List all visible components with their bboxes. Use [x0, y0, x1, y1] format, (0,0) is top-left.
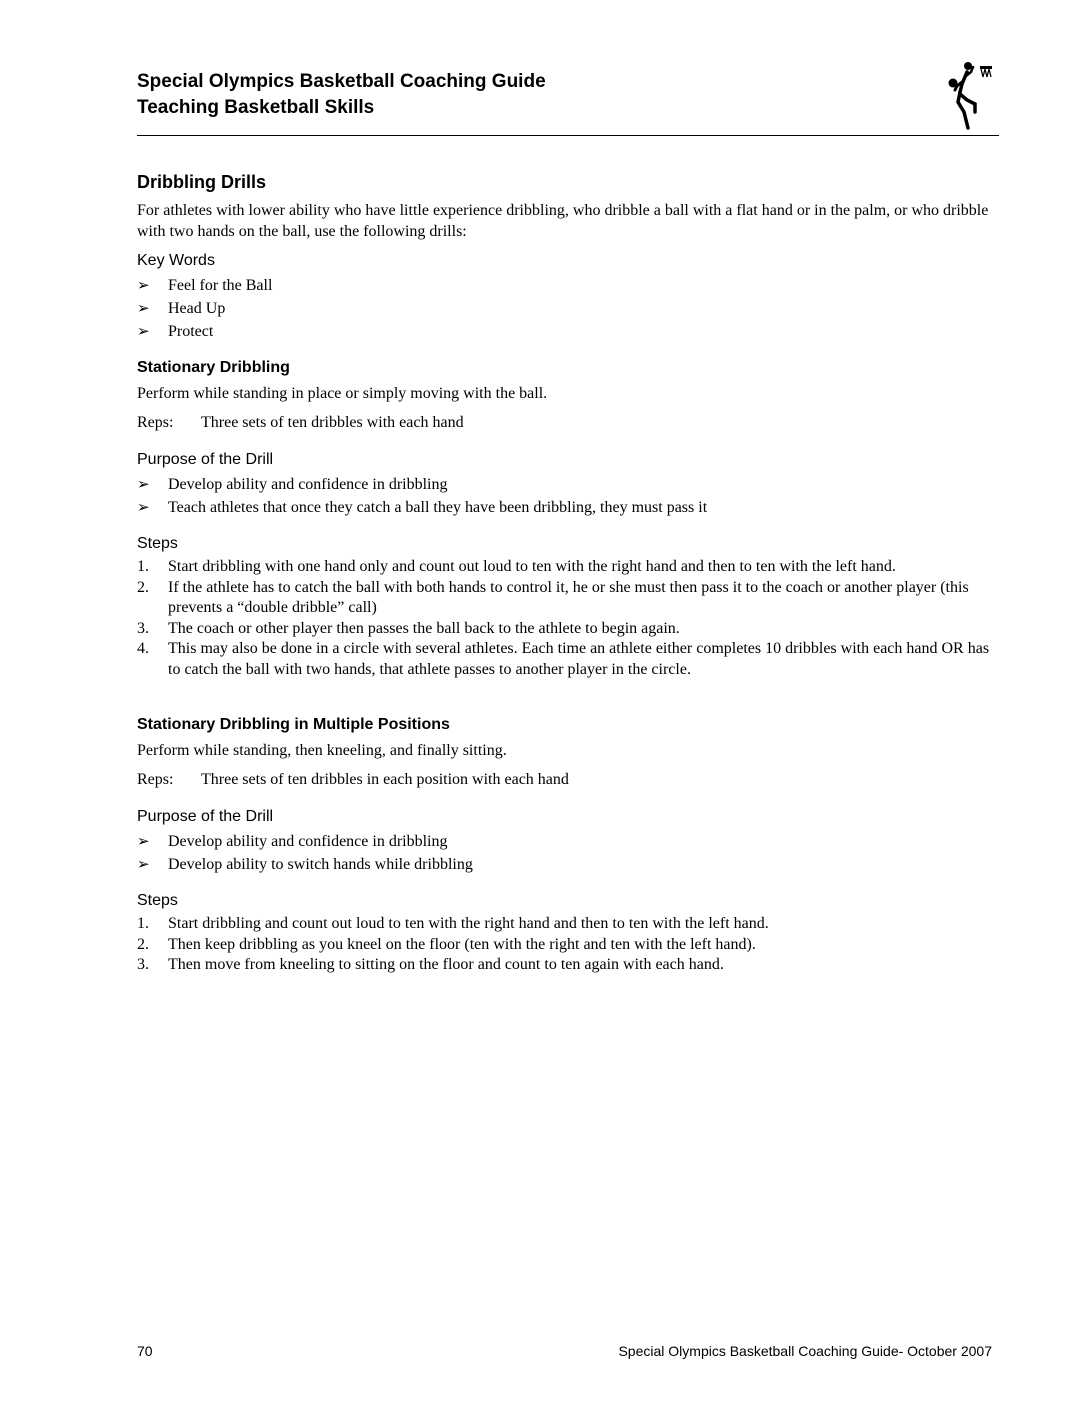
- purpose-label: Purpose of the Drill: [137, 451, 274, 468]
- arrow-bullet-icon: ➢: [137, 498, 150, 516]
- list-item: ➢ Develop ability and confidence in dribbling: [137, 830, 999, 853]
- chapter-title: Teaching Basketball Skills: [137, 97, 375, 118]
- list-item: 1. Start dribbling and count out loud to ten with the right hand and then to ten with the left hand.: [137, 915, 769, 932]
- arrow-bullet-icon: ➢: [137, 855, 150, 873]
- list-item: ➢ Head Up: [137, 297, 999, 320]
- key-words-list: [137, 274, 999, 343]
- list-item: ➢ Feel for the Ball: [137, 274, 999, 297]
- arrow-bullet-icon: ➢: [137, 322, 150, 340]
- list-item: ➢ Protect: [137, 320, 999, 343]
- list-item: 2. Then keep dribbling as you kneel on the floor (ten with the right and ten with the left hand).: [137, 935, 756, 953]
- footer-text: Special Olympics Basketball Coaching Guide- October 2007: [618, 1343, 992, 1359]
- list-item: ➢ Develop ability and confidence in dribbling: [137, 473, 999, 496]
- arrow-bullet-icon: ➢: [137, 475, 150, 493]
- section-intro: For athletes with lower ability who have little experience dribbling, who dribble a ball with a flat hand or in the palm, or who dribble with two hands on the ball, use the following drills:: [137, 202, 989, 240]
- purpose-label: Purpose of the Drill: [137, 808, 274, 825]
- purpose-list: [137, 473, 999, 519]
- drill-description: Perform while standing, then kneeling, and finally sitting.: [137, 742, 507, 759]
- arrow-bullet-icon: ➢: [137, 832, 150, 850]
- list-item: 1. Start dribbling with one hand only and count out loud to ten with the right hand and then to ten with the left hand.: [137, 558, 896, 575]
- arrow-bullet-icon: ➢: [137, 299, 150, 317]
- header-divider: [137, 135, 999, 136]
- drill-reps: Reps: Three sets of ten dribbles with each hand: [137, 414, 464, 431]
- list-item: ➢ Develop ability to switch hands while dribbling: [137, 853, 999, 876]
- drill-title: Stationary Dribbling: [137, 359, 290, 376]
- drill-reps: Reps: Three sets of ten dribbles in each position with each hand: [137, 771, 569, 788]
- basketball-player-icon: [942, 60, 994, 132]
- guide-title: Special Olympics Basketball Coaching Guide: [137, 71, 546, 92]
- key-words-label: Key Words: [137, 252, 215, 269]
- drill-title: Stationary Dribbling in Multiple Positions: [137, 716, 450, 733]
- list-item: 4. This may also be done in a circle with several athletes. Each time an athlete either completes 10 dribbles with each hand OR has to catch the ball with two hands, that athlete passes to another player in the circle.: [137, 640, 990, 678]
- list-item: 2. If the athlete has to catch the ball with both hands to control it, he or she must then pass it to the coach or another player (this prevents a “double dribble” call): [137, 578, 969, 616]
- page-content: [137, 170, 999, 976]
- purpose-list: [137, 830, 999, 876]
- arrow-bullet-icon: ➢: [137, 276, 150, 294]
- steps-list: [137, 914, 999, 976]
- steps-label: Steps: [137, 535, 178, 552]
- drill-description: Perform while standing in place or simply moving with the ball.: [137, 385, 548, 402]
- list-item: ➢ Teach athletes that once they catch a ball they have been dribbling, they must pass it: [137, 496, 999, 519]
- steps-list: [137, 557, 999, 680]
- section-title: Dribbling Drills: [137, 172, 267, 192]
- list-item: 3. The coach or other player then passes the ball back to the athlete to begin again.: [137, 619, 680, 637]
- steps-label: Steps: [137, 892, 178, 909]
- page-number: 70: [137, 1343, 153, 1359]
- list-item: 3. Then move from kneeling to sitting on the floor and count to ten again with each hand.: [137, 956, 724, 973]
